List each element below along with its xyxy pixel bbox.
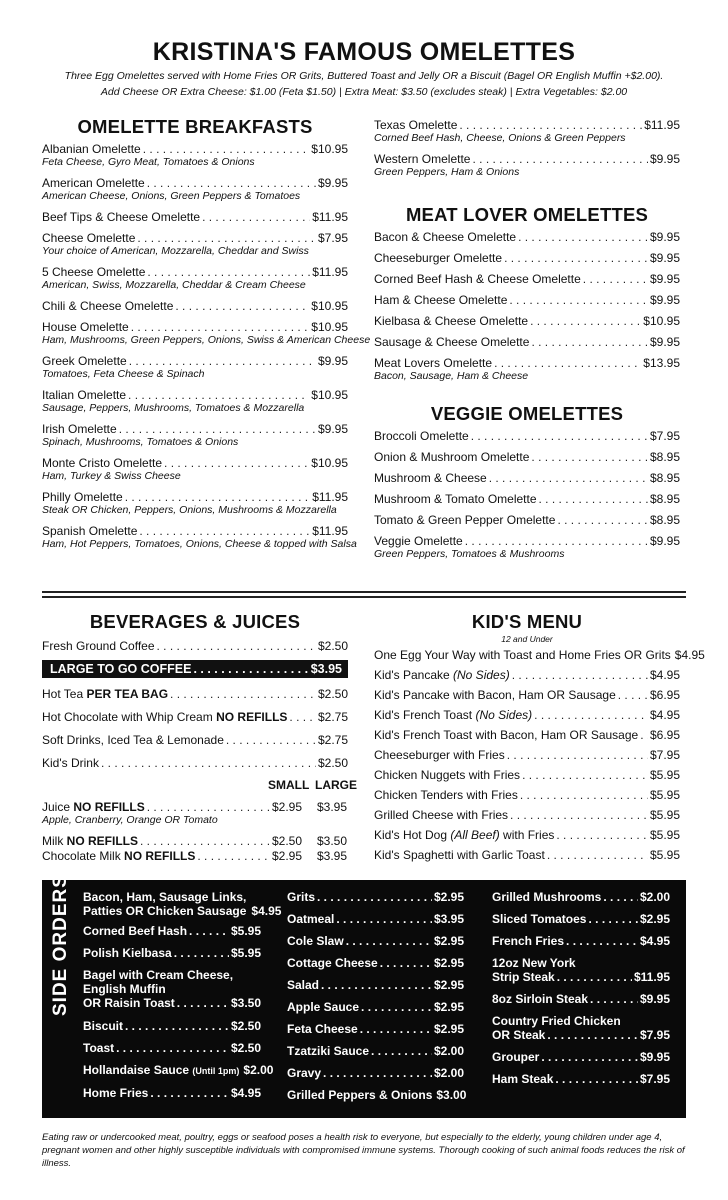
menu-subtitle-1: Three Egg Omelettes served with Home Fries OR Grits, Buttered Toast and Jelly OR a Biscuit (Bagel OR English Muffin +$2.00).: [64, 70, 664, 82]
omelette-breakfasts-section: [42, 116, 371, 558]
menu-item: Beef Tips & Cheese Omelette . . . $11.95: [42, 210, 348, 224]
section-heading: VEGGIE OMELETTES: [430, 403, 624, 424]
menu-item: Hollandaise Sauce (Until 1pm) $2.00: [83, 1063, 274, 1077]
item-desc: American, Swiss, Mozzarella, Cheddar & Cream Cheese: [42, 279, 306, 291]
menu-item: Ham & Cheese Omelette . . . $9.95: [374, 293, 680, 307]
menu-item: Polish Kielbasa . . . $5.95: [83, 946, 261, 960]
menu-item: Grouper . . . $9.95: [492, 1050, 670, 1064]
menu-item: Chili & Cheese Omelette . . . $10.95: [42, 299, 348, 313]
menu-item: Fresh Ground Coffee . . . $2.50: [42, 639, 348, 653]
side-orders-label: SIDE ORDERS: [50, 874, 71, 1016]
menu-item: Tomato & Green Pepper Omelette . . . $8.95: [374, 513, 680, 527]
item-desc: Spinach, Mushrooms, Tomatoes & Onions: [42, 436, 239, 448]
menu-item: OR Raisin Toast . . . $3.50: [83, 996, 261, 1010]
menu-item: Cottage Cheese . . . $2.95: [287, 956, 464, 970]
divider: [42, 596, 686, 598]
menu-item: Spanish Omelette . . . $11.95 Ham, Hot Peppers, Tomatoes, Onions, Cheese & topped with Salsa: [42, 524, 348, 551]
menu-item: Tzatziki Sauce . . . $2.00: [287, 1044, 464, 1058]
menu-item: Cheeseburger Omelette . . . $9.95: [374, 251, 680, 265]
item-desc: Ham, Mushrooms, Green Peppers, Onions, Swiss & American Cheese: [42, 334, 371, 346]
menu-item: Kielbasa & Cheese Omelette . . . $10.95: [374, 314, 680, 328]
menu-item: French Fries . . . $4.95: [492, 934, 670, 948]
kids-menu-section: [374, 611, 705, 868]
menu-item: Kid's Drink . . . $2.50: [42, 756, 348, 770]
menu-item: Salad . . . $2.95: [287, 978, 464, 992]
menu-item: Strip Steak . . . $11.95: [492, 970, 670, 984]
section-heading: KID'S MENU: [471, 611, 583, 632]
menu-item: Broccoli Omelette . . . $7.95: [374, 429, 680, 443]
menu-title: KRISTINA'S FAMOUS OMELETTES: [152, 38, 576, 66]
side-col-1: Bacon, Ham, Sausage Links, Patties OR Chicken Sausage $4.95 Corned Beef Hash . . . $5.95 Polish Kielbasa . . . $5.95 Bagel with Cream Cheese, English Muffin OR Raisin Toast . . . $3.50 Biscuit . . . $2.50 Toast . . . $2.50 Hollandaise Sauce (Until 1pm) $2.00 Home Fries . . . $4.95: [83, 890, 261, 1100]
menu-item: Grilled Mushrooms . . . $2.00: [492, 890, 670, 904]
menu-item: Oatmeal . . . $3.95: [287, 912, 464, 926]
menu-item: Feta Cheese . . . $2.95: [287, 1022, 464, 1036]
menu-item: Irish Omelette . . . $9.95 Spinach, Mushrooms, Tomatoes & Onions: [42, 422, 348, 449]
menu-item: Home Fries . . . $4.95: [83, 1086, 261, 1100]
side-col-3: Grilled Mushrooms . . . $2.00 Sliced Tomatoes . . . $2.95 French Fries . . . $4.95 12oz New York Strip Steak . . . $11.95 8oz Sirloin Steak . . . $9.95 Country Fried Chicken OR Steak . . . $7.95 Grouper . . . $9.95 Ham Steak . . . $7.95: [492, 890, 670, 1086]
veggie-section: [374, 403, 680, 568]
menu-item: Kid's French Toast with Bacon, Ham OR Sausage . . . $6.95: [374, 728, 680, 742]
meat-lover-section: [374, 204, 680, 390]
menu-item: Mushroom & Tomato Omelette . . . $8.95: [374, 492, 680, 506]
size-header: SMALL LARGE: [268, 778, 357, 792]
menu-item: Bacon & Cheese Omelette . . . $9.95: [374, 230, 680, 244]
menu-item: Veggie Omelette . . . $9.95 Green Peppers, Tomatoes & Mushrooms: [374, 534, 680, 561]
menu-item: Kid's Pancake (No Sides) . . . $4.95: [374, 668, 680, 682]
menu-item: Meat Lovers Omelette . . . $13.95 Bacon, Sausage, Ham & Cheese: [374, 356, 680, 383]
menu-item: Kid's Spaghetti with Garlic Toast . . . $5.95: [374, 848, 680, 862]
menu-item: Cheese Omelette . . . $7.95 Your choice of American, Mozzarella, Cheddar and Swiss: [42, 231, 348, 258]
item-desc: Tomatoes, Feta Cheese & Spinach: [42, 368, 205, 380]
section-heading: BEVERAGES & JUICES: [89, 611, 301, 632]
menu-item: Italian Omelette . . . $10.95 Sausage, Peppers, Mushrooms, Tomatoes & Mozzarella: [42, 388, 348, 415]
menu-item: American Omelette . . . $9.95 American Cheese, Onions, Green Peppers & Tomatoes: [42, 176, 348, 203]
menu-item: Grilled Cheese with Fries . . . $5.95: [374, 808, 680, 822]
health-disclaimer: Eating raw or undercooked meat, poultry, eggs or seafood poses a health risk to everyone, but especially to the elderly, young children under age 4, pregnant women and other highly susceptible individuals with compromised immune systems. Thorough cooking of such animal foods reduces the risk of illness.: [42, 1132, 685, 1169]
beverages-section: [42, 611, 357, 863]
menu-item: Philly Omelette . . . $11.95 Steak OR Chicken, Peppers, Onions, Mushrooms & Mozzarella: [42, 490, 348, 517]
menu-item: Monte Cristo Omelette . . . $10.95 Ham, Turkey & Swiss Cheese: [42, 456, 348, 483]
menu-item: Onion & Mushroom Omelette . . . $8.95: [374, 450, 680, 464]
item-desc: Bacon, Sausage, Ham & Cheese: [374, 370, 529, 382]
menu-item: Sausage & Cheese Omelette . . . $9.95: [374, 335, 680, 349]
menu-item: Hot Chocolate with Whip Cream NO REFILLS . . . $2.75: [42, 710, 348, 724]
menu-item: Cheeseburger with Fries . . . $7.95: [374, 748, 680, 762]
side-col-2: [287, 890, 467, 1110]
item-desc: Green Peppers, Tomatoes & Mushrooms: [374, 548, 565, 560]
item-desc: Your choice of American, Mozzarella, Cheddar and Swiss: [42, 245, 309, 257]
menu-item: Kid's French Toast (No Sides) . . . $4.95: [374, 708, 680, 722]
right-top-section: [374, 118, 680, 186]
menu-item: Chicken Nuggets with Fries . . . $5.95: [374, 768, 680, 782]
item-desc: Steak OR Chicken, Peppers, Onions, Mushrooms & Mozzarella: [42, 504, 337, 516]
section-heading: OMELETTE BREAKFASTS: [77, 116, 313, 137]
side-orders-panel: [42, 874, 686, 1118]
menu-item: Patties OR Chicken Sausage $4.95: [83, 904, 282, 918]
item-desc: Feta Cheese, Gyro Meat, Tomatoes & Onions: [42, 156, 255, 168]
menu-item: Milk NO REFILLS . . . $2.50 $3.50: [42, 834, 348, 848]
item-desc: Apple, Cranberry, Orange OR Tomato: [42, 814, 218, 826]
menu-item: Greek Omelette . . . $9.95 Tomatoes, Feta Cheese & Spinach: [42, 354, 348, 381]
item-desc: Corned Beef Hash, Cheese, Onions & Green Peppers: [374, 132, 626, 144]
menu-item: Juice NO REFILLS . . . $2.95 $3.95: [42, 800, 348, 814]
menu-item: 8oz Sirloin Steak . . . $9.95: [492, 992, 670, 1006]
menu-item: House Omelette . . . $10.95 Ham, Mushrooms, Green Peppers, Onions, Swiss & American Cheese: [42, 320, 348, 347]
menu-item: Albanian Omelette . . . $10.95 Feta Cheese, Gyro Meat, Tomatoes & Onions: [42, 142, 348, 169]
large-coffee-highlight: LARGE TO GO COFFEE . . . $3.95: [42, 660, 348, 678]
item-desc: Green Peppers, Ham & Onions: [374, 166, 520, 178]
menu-item: Chicken Tenders with Fries . . . $5.95: [374, 788, 680, 802]
menu-item: Apple Sauce . . . $2.95: [287, 1000, 464, 1014]
menu-item: Mushroom & Cheese . . . $8.95: [374, 471, 680, 485]
menu-item: 5 Cheese Omelette . . . $11.95 American, Swiss, Mozzarella, Cheddar & Cream Cheese: [42, 265, 348, 292]
menu-item: Western Omelette . . . $9.95 Green Peppers, Ham & Onions: [374, 152, 680, 179]
menu-item: Biscuit . . . $2.50: [83, 1019, 261, 1033]
section-heading: MEAT LOVER OMELETTES: [405, 204, 649, 225]
menu-item: Corned Beef Hash . . . $5.95: [83, 924, 261, 938]
menu-item: Grits . . . $2.95: [287, 890, 464, 904]
item-desc: Ham, Turkey & Swiss Cheese: [42, 470, 181, 482]
menu-item: Soft Drinks, Iced Tea & Lemonade . . . $2.75: [42, 733, 348, 747]
item-desc: Ham, Hot Peppers, Tomatoes, Onions, Cheese & topped with Salsa: [42, 538, 357, 550]
menu-item: Gravy . . . $2.00: [287, 1066, 464, 1080]
kids-subheading: 12 and Under: [501, 634, 553, 644]
item-desc: Sausage, Peppers, Mushrooms, Tomatoes & Mozzarella: [42, 402, 305, 414]
menu-item: Corned Beef Hash & Cheese Omelette . . . $9.95: [374, 272, 680, 286]
menu-item: Texas Omelette . . . $11.95 Corned Beef Hash, Cheese, Onions & Green Peppers: [374, 118, 680, 145]
menu-subtitle-2: Add Cheese OR Extra Cheese: $1.00 (Feta $1.50) | Extra Meat: $3.50 (excludes steak) | Extra Vegetables: $2.00: [100, 86, 628, 98]
menu-item: Cole Slaw . . . $2.95: [287, 934, 464, 948]
menu-item: Toast . . . $2.50: [83, 1041, 261, 1055]
menu-item: Kid's Pancake with Bacon, Ham OR Sausage . . . $6.95: [374, 688, 680, 702]
menu-item: Kid's Hot Dog (All Beef) with Fries . . . $5.95: [374, 828, 680, 842]
menu-item: One Egg Your Way with Toast and Home Fries OR Grits $4.95: [374, 648, 705, 662]
menu-item: OR Steak . . . $7.95: [492, 1028, 670, 1042]
menu-item: Grilled Peppers & Onions $3.00: [287, 1088, 467, 1102]
item-desc: American Cheese, Onions, Green Peppers & Tomatoes: [42, 190, 301, 202]
menu-item: Chocolate Milk NO REFILLS . . . $2.95 $3.95: [42, 849, 348, 863]
menu-item: Ham Steak . . . $7.95: [492, 1072, 670, 1086]
menu-item: Sliced Tomatoes . . . $2.95: [492, 912, 670, 926]
menu-item: Hot Tea PER TEA BAG . . . $2.50: [42, 687, 348, 701]
divider: [42, 591, 686, 593]
